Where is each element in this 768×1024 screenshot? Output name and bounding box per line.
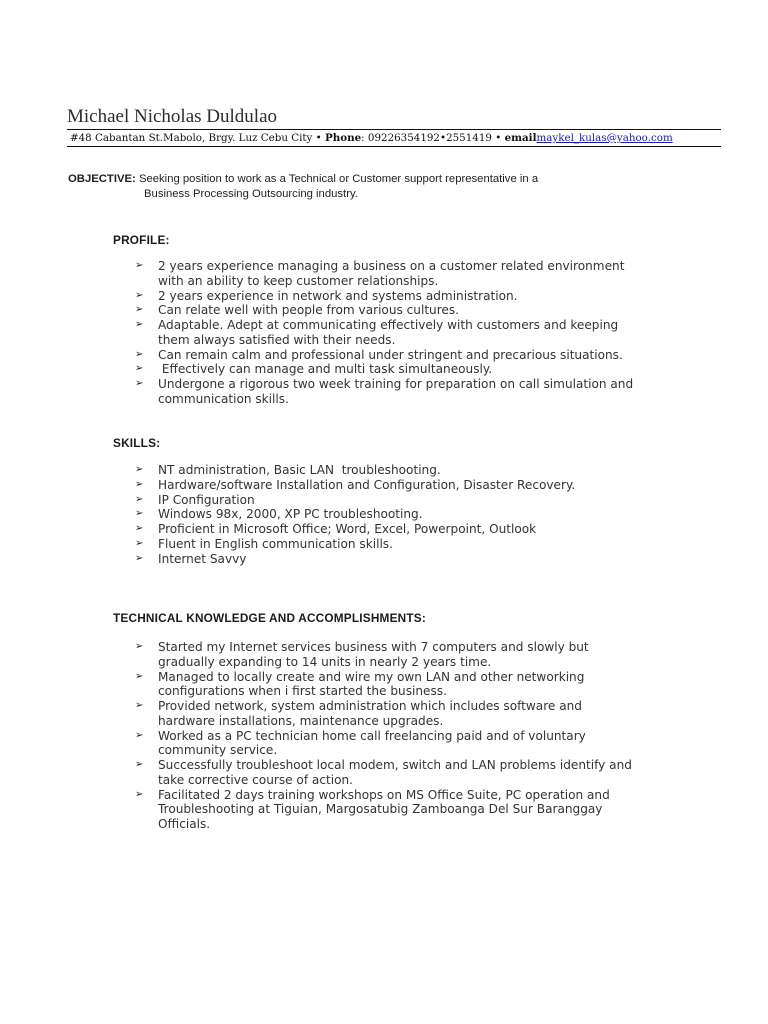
list-item-text: NT administration, Basic LAN troubleshooting. bbox=[158, 463, 441, 477]
technical-list bbox=[135, 640, 665, 832]
list-item-text: Windows 98x, 2000, XP PC troubleshooting. bbox=[158, 507, 423, 522]
list-item bbox=[135, 463, 665, 478]
list-item bbox=[135, 362, 665, 377]
profile-heading: PROFILE: bbox=[113, 233, 170, 247]
email-link[interactable]: maykel_kulas@yahoo.com bbox=[536, 132, 673, 144]
list-item-text: Provided network, system administration which includes software and hardware installations, maintenance upgrades. bbox=[158, 699, 582, 728]
objective-label: OBJECTIVE: bbox=[68, 173, 136, 185]
bullet-arrow-icon: ➢ bbox=[135, 289, 144, 301]
bullet-arrow-icon: ➢ bbox=[135, 788, 144, 800]
list-item-text: Proficient in Microsoft Office; Word, Excel, Powerpoint, Outlook bbox=[158, 522, 537, 536]
list-item-text: Hardware/software Installation and Configuration, Disaster Recovery. bbox=[158, 477, 576, 492]
bullet-arrow-icon: ➢ bbox=[135, 523, 144, 534]
list-item-text: Can relate well with people from various cultures. bbox=[158, 303, 460, 318]
bullet-arrow-icon: ➢ bbox=[135, 319, 144, 330]
list-item-text: 2 years experience in network and systems administration. bbox=[158, 288, 518, 303]
bullet-arrow-icon: ➢ bbox=[135, 348, 144, 360]
list-item bbox=[135, 259, 665, 289]
list-item bbox=[135, 729, 665, 759]
bullet-arrow-icon: ➢ bbox=[135, 552, 144, 564]
objective-line-2: Business Processing Outsourcing industry. bbox=[144, 187, 358, 200]
bullet-arrow-icon: ➢ bbox=[135, 670, 144, 682]
list-item bbox=[135, 640, 665, 670]
list-item-text: Managed to locally create and wire my own LAN and other networking configurations when i first started the business. bbox=[158, 669, 585, 699]
list-item bbox=[135, 670, 665, 700]
objective-line-1 bbox=[68, 172, 538, 187]
header-top-rule bbox=[67, 129, 721, 130]
list-item-text: Effectively can manage and multi task simultaneously. bbox=[158, 362, 493, 377]
objective-section bbox=[68, 172, 538, 201]
profile-list bbox=[135, 259, 665, 407]
technical-heading: TECHNICAL KNOWLEDGE AND ACCOMPLISHMENTS: bbox=[113, 611, 426, 625]
list-item-text: Can remain calm and professional under stringent and precarious situations. bbox=[158, 347, 623, 362]
list-item-text: Fluent in English communication skills. bbox=[158, 536, 393, 551]
list-item bbox=[135, 303, 665, 318]
bullet-arrow-icon: ➢ bbox=[135, 478, 144, 490]
list-item-text: Internet Savvy bbox=[158, 551, 247, 566]
bullet-arrow-icon: ➢ bbox=[135, 700, 144, 711]
address: #48 Cabantan St.Mabolo, Brgy. Luz Cebu City bbox=[70, 132, 313, 144]
list-item-text: Started my Internet services business with 7 computers and slowly but gradually expanding to 14 units in nearly 2 years time. bbox=[158, 640, 589, 669]
phone-value: : 09226354192 bbox=[361, 132, 440, 144]
list-item bbox=[135, 478, 665, 493]
email-label: email bbox=[504, 132, 537, 144]
list-item bbox=[135, 788, 665, 832]
bullet-arrow-icon: ➢ bbox=[135, 304, 144, 316]
skills-list bbox=[135, 463, 665, 566]
separator: • bbox=[315, 132, 322, 144]
bullet-arrow-icon: ➢ bbox=[135, 464, 144, 475]
list-item bbox=[135, 377, 665, 407]
contact-line bbox=[70, 131, 673, 145]
list-item bbox=[135, 552, 665, 567]
bullet-arrow-icon: ➢ bbox=[135, 759, 144, 770]
bullet-arrow-icon: ➢ bbox=[135, 493, 144, 505]
list-item-text: 2 years experience managing a business on a customer related environment with an ability to keep customer relationships. bbox=[158, 259, 625, 288]
list-item bbox=[135, 699, 665, 729]
list-item bbox=[135, 289, 665, 304]
list-item bbox=[135, 318, 665, 348]
header-bottom-rule bbox=[67, 146, 721, 147]
list-item-text: Facilitated 2 days training workshops on MS Office Suite, PC operation and Troubleshooting at Tiguian, Margosatubig Zamboanga Del Sur Baranggay Officials. bbox=[158, 787, 610, 831]
phone-alt: 2551419 bbox=[446, 132, 492, 144]
bullet-arrow-icon: ➢ bbox=[135, 537, 144, 549]
list-item bbox=[135, 493, 665, 508]
list-item-text: Undergone a rigorous two week training for preparation on call simulation and communication skills. bbox=[158, 377, 634, 406]
list-item-text: Worked as a PC technician home call freelancing paid and of voluntary community service. bbox=[158, 728, 586, 758]
bullet-arrow-icon: ➢ bbox=[135, 508, 144, 520]
list-item bbox=[135, 537, 665, 552]
list-item-text: Successfully troubleshoot local modem, switch and LAN problems identify and take corrective course of action. bbox=[158, 758, 632, 787]
separator: • bbox=[439, 132, 447, 144]
bullet-arrow-icon: ➢ bbox=[135, 260, 144, 271]
list-item-text: Adaptable. Adept at communicating effectively with customers and keeping them always satisfied with their needs. bbox=[158, 318, 619, 347]
bullet-arrow-icon: ➢ bbox=[135, 363, 144, 375]
list-item bbox=[135, 758, 665, 788]
list-item bbox=[135, 348, 665, 363]
objective-text-1: Seeking position to work as a Technical or Customer support representative in a bbox=[138, 173, 539, 185]
list-item bbox=[135, 507, 665, 522]
list-item-text: IP Configuration bbox=[158, 492, 255, 507]
separator: • bbox=[495, 132, 502, 144]
phone-label: Phone bbox=[325, 132, 362, 144]
bullet-arrow-icon: ➢ bbox=[135, 729, 144, 741]
bullet-arrow-icon: ➢ bbox=[135, 378, 144, 389]
bullet-arrow-icon: ➢ bbox=[135, 641, 144, 652]
list-item bbox=[135, 522, 665, 537]
skills-heading: SKILLS: bbox=[113, 436, 161, 450]
resume-name: Michael Nicholas Duldulao bbox=[67, 106, 278, 127]
